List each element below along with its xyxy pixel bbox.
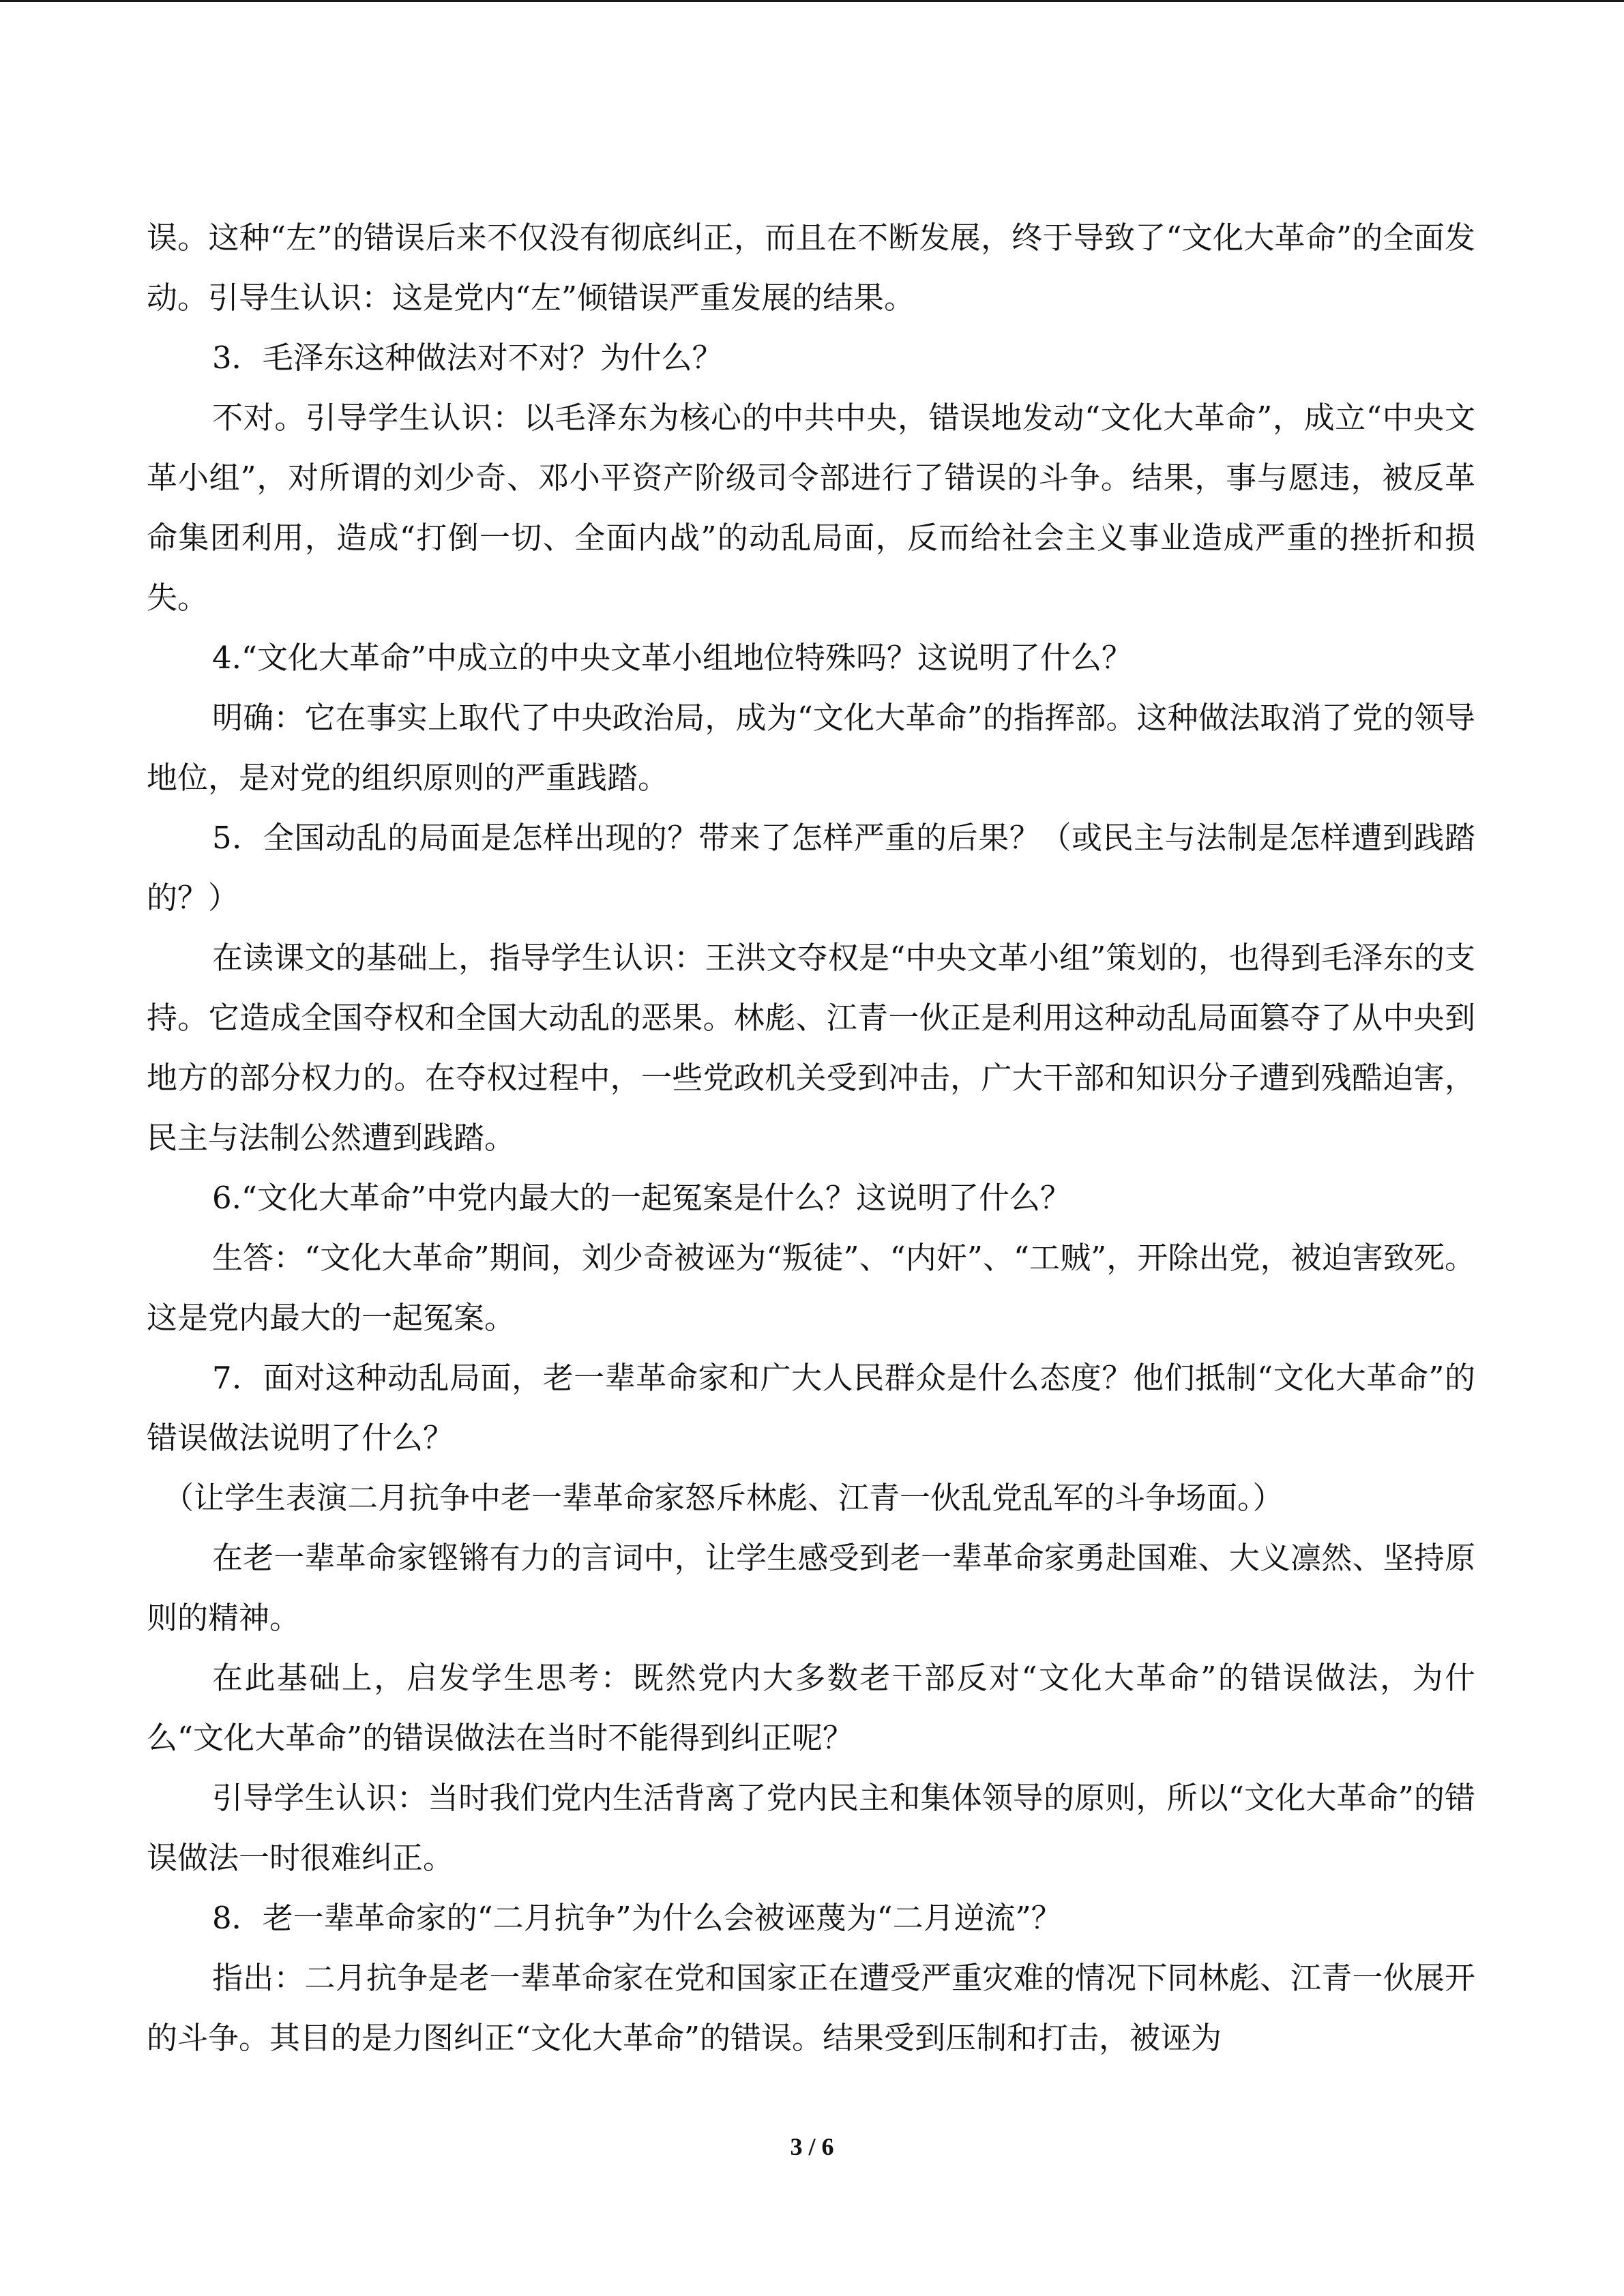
answer-4: 明确：它在事实上取代了中央政治局，成为“文化大革命”的指挥部。这种做法取消了党的领导地位，是对党的组织原则的严重践踏。	[147, 700, 1475, 796]
question-8: 8．老一辈革命家的“二月抗争”为什么会被诬蔑为“二月逆流”？	[212, 1900, 1062, 1936]
question-4: 4.“文化大革命”中成立的中央文革小组地位特殊吗？这说明了什么？	[212, 640, 1132, 676]
answer-7-part-3: 引导学生认识：当时我们党内生活背离了党内民主和集体领导的原则，所以“文化大革命”的错误做法一时很难纠正。	[147, 1780, 1475, 1876]
answer-7-part-1: 在老一辈革命家铿锵有力的言词中，让学生感受到老一辈革命家勇赴国难、大义凛然、坚持原则的精神。	[147, 1540, 1475, 1636]
answer-8: 指出：二月抗争是老一辈革命家在党和国家正在遭受严重灾难的情况下同林彪、江青一伙展开的斗争。其目的是力图纠正“文化大革命”的错误。结果受到压制和打击，被诬为	[147, 1960, 1475, 2056]
question-6: 6.“文化大革命”中党内最大的一起冤案是什么？这说明了什么？	[212, 1180, 1071, 1216]
answer-7-part-2: 在此基础上，启发学生思考：既然党内大多数老干部反对“文化大革命”的错误做法，为什么“文化大革命”的错误做法在当时不能得到纠正呢？	[147, 1660, 1475, 1756]
question-7: 7．面对这种动乱局面，老一辈革命家和广大人民群众是什么态度？他们抵制“文化大革命”的错误做法说明了什么？	[147, 1360, 1475, 1456]
page-number: 3 / 6	[790, 2133, 834, 2160]
activity-note: （让学生表演二月抗争中老一辈革命家怒斥林彪、江青一伙乱党乱军的斗争场面。）	[163, 1480, 1284, 1516]
answer-5: 在读课文的基础上，指导学生认识：王洪文夺权是“中央文革小组”策划的，也得到毛泽东的支持。它造成全国夺权和全国大动乱的恶果。林彪、江青一伙正是利用这种动乱局面篡夺了从中央到地方的部分权力的。在夺权过程中，一些党政机关受到冲击，广大干部和知识分子遭到残酷迫害，民主与法制公然遭到践踏。	[147, 940, 1475, 1156]
page-top-border	[0, 0, 1624, 2]
answer-3: 不对。引导学生认识：以毛泽东为核心的中共中央，错误地发动“文化大革命”，成立“中央文革小组”，对所谓的刘少奇、邓小平资产阶级司令部进行了错误的斗争。结果，事与愿违，被反革命集团利用，造成“打倒一切、全面内战”的动乱局面，反而给社会主义事业造成严重的挫折和损失。	[147, 400, 1475, 616]
document-body	[147, 208, 1475, 2068]
question-5: 5．全国动乱的局面是怎样出现的？带来了怎样严重的后果？（或民主与法制是怎样遭到践踏的？）	[147, 820, 1475, 916]
answer-6: 生答：“文化大革命”期间，刘少奇被诬为“叛徒”、“内奸”、“工贼”，开除出党，被迫害致死。这是党内最大的一起冤案。	[147, 1240, 1475, 1336]
paragraph-continuation: 误。这种“左”的错误后来不仅没有彻底纠正，而且在不断发展，终于导致了“文化大革命”的全面发动。引导生认识：这是党内“左”倾错误严重发展的结果。	[147, 220, 1475, 316]
question-3: 3．毛泽东这种做法对不对？为什么？	[212, 340, 723, 376]
